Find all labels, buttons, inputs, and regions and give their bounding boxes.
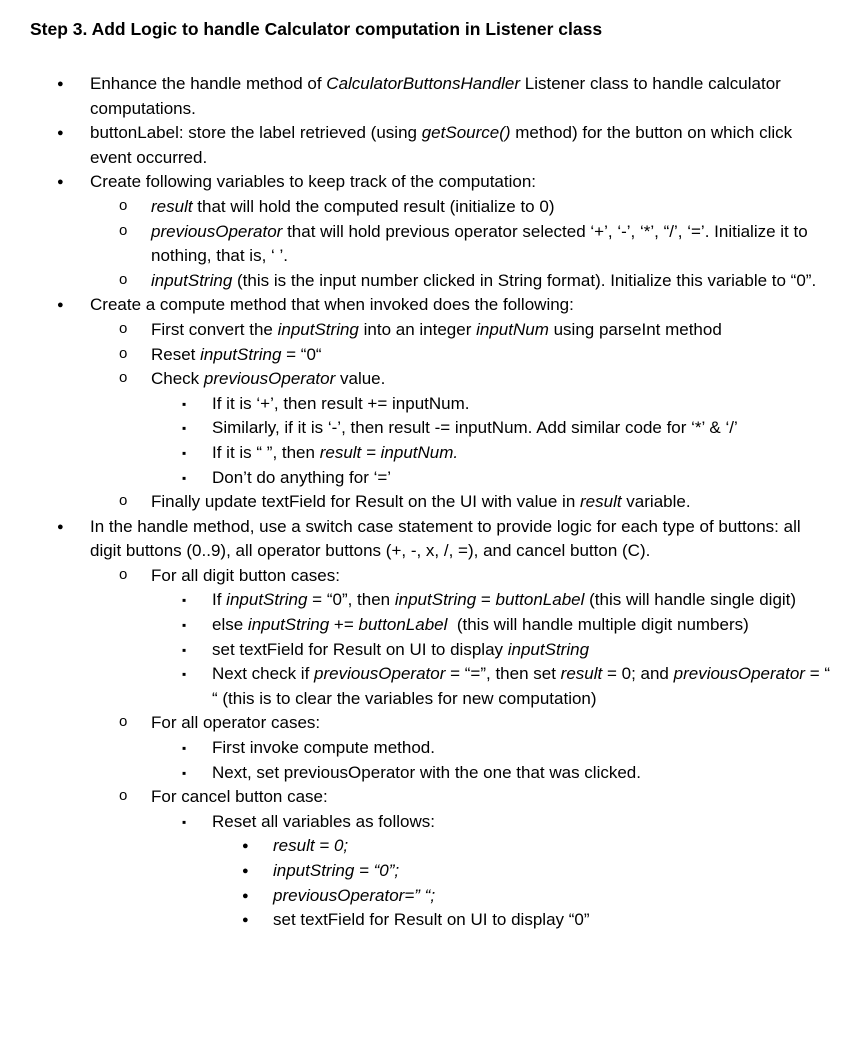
code: result = inputNum. [319, 442, 459, 462]
bullet-enhance-handle [30, 72, 830, 121]
text: Create following variables to keep track of the computation: [90, 172, 537, 192]
text: using parseInt method [548, 319, 722, 339]
text: = 0; and [602, 664, 674, 684]
cancel-case-list [90, 810, 830, 933]
text: Listener class to handle calculator computations. [90, 74, 781, 118]
reset-textfield: ● set textField for Result on UI to display “0” [90, 908, 830, 933]
text: = “0“ [281, 344, 322, 364]
sub-convert [90, 318, 830, 343]
bullet-switch-case [30, 515, 830, 933]
text: (this will handle multiple digit numbers) [447, 615, 749, 635]
check-empty [90, 441, 830, 466]
var-name: buttonLabel [358, 615, 448, 635]
sub-reset [90, 343, 830, 368]
reset-variables-list [90, 834, 830, 932]
text: value. [335, 369, 386, 389]
text: that will hold the computed result (initialize to 0) [192, 196, 555, 216]
bullet-compute-method [30, 293, 830, 514]
switch-cases-list [90, 564, 830, 933]
var-name: inputString [394, 590, 477, 610]
bullet-button-label [30, 121, 830, 170]
text: Create a compute method that when invoked does the following: [90, 295, 574, 315]
sub-update-textfield [90, 490, 830, 515]
text: Next check if [212, 664, 315, 684]
var-name: inputString [151, 270, 233, 290]
text: (this is the input number clicked in String format). Initialize this variable to “0”. [232, 270, 817, 290]
var-name: previousOperator [203, 369, 336, 389]
text: else [212, 615, 248, 635]
var-name: previousOperator [673, 664, 805, 684]
sub-input-string [90, 269, 830, 294]
operator-set-previous: ▪ Next, set previousOperator with the one that was clicked. [90, 761, 830, 786]
bullet-create-variables [30, 170, 830, 293]
digit-single [90, 588, 830, 613]
text: (this will handle single digit) [584, 590, 797, 610]
digit-multiple [90, 613, 830, 638]
var-name: previousOperator [151, 221, 283, 241]
compute-steps-list [90, 318, 830, 515]
variables-list [90, 195, 830, 293]
text: Reset all variables as follows: [212, 811, 435, 831]
var-name: result [151, 196, 193, 216]
text: set textField for Result on UI to display [212, 639, 508, 659]
sub-operator-cases [90, 711, 830, 785]
step-heading: Step 3. Add Logic to handle Calculator computation in Listener class [30, 19, 603, 39]
var-name: inputString [226, 590, 308, 610]
sub-cancel-case [90, 785, 830, 933]
text: into an integer [358, 319, 477, 339]
text: += [329, 615, 359, 635]
code: result = 0; [273, 836, 349, 856]
var-name: result [580, 492, 622, 512]
cancel-reset [90, 810, 830, 933]
text: For all digit button cases: [151, 565, 340, 585]
reset-input-string [90, 859, 830, 884]
var-name: previousOperator [314, 664, 446, 684]
text: variable. [621, 492, 691, 512]
text: that will hold previous operator selected ‘+’, ‘-’, ‘*’, “/’, ‘=’. Initialize it to nothing, that is, ‘ ’. [151, 221, 808, 266]
main-list [30, 72, 830, 933]
var-name: inputString [247, 615, 330, 635]
var-name: inputString [277, 319, 359, 339]
check-plus: ▪ If it is ‘+’, then result += inputNum. [90, 392, 830, 417]
digit-cases-list [90, 588, 830, 711]
method-name: getSource() [421, 123, 511, 143]
operator-compute: ▪ First invoke compute method. [90, 736, 830, 761]
var-name: result [560, 664, 603, 684]
class-name: CalculatorButtonsHandler [326, 74, 521, 93]
text: Reset [151, 344, 201, 364]
text: = “0”, then [307, 590, 395, 610]
text: = “=”, then set [445, 664, 561, 684]
var-name: buttonLabel [495, 590, 585, 610]
text: Finally update textField for Result on the UI with value in [151, 492, 580, 512]
code: inputString = “0”; [273, 861, 400, 880]
digit-display [90, 638, 830, 663]
check-minus: ▪ Similarly, if it is ‘-’, then result -= inputNum. Add similar code for ‘*’ & ‘/’ [90, 416, 830, 441]
sub-check-operator [90, 367, 830, 490]
operator-cases-list [90, 736, 830, 785]
text: = [476, 590, 496, 610]
reset-result [90, 834, 830, 859]
sub-digit-cases [90, 564, 830, 712]
reset-previous-operator [90, 884, 830, 909]
text: First convert the [151, 319, 278, 339]
check-equals: ▪ Don’t do anything for ‘=’ [90, 466, 830, 491]
text: In the handle method, use a switch case statement to provide logic for each type of buttons: all digit buttons (0..9), all operator buttons (+, -, x, /, =), and cancel button (C). [90, 516, 801, 561]
text: Check [151, 369, 204, 389]
text: For all operator cases: [151, 713, 321, 733]
sub-previous-operator [90, 220, 830, 269]
var-name: inputString [200, 344, 282, 364]
operator-checks-list [90, 392, 830, 490]
digit-check-equals [90, 662, 830, 711]
text: For cancel button case: [151, 787, 328, 807]
code: previousOperator=” “; [273, 885, 436, 905]
var-name: inputNum [476, 319, 549, 339]
text: method) for the button on which click event occurred. [90, 123, 793, 167]
text: = “ “ (this is to clear the variables for new computation) [212, 664, 831, 708]
text: If [212, 590, 227, 610]
var-name: inputString [507, 639, 590, 659]
sub-result [90, 195, 830, 220]
text: buttonLabel: store the label retrieved (using [90, 123, 422, 143]
text: If it is “ ”, then [212, 442, 320, 462]
text: Enhance the handle method of [90, 74, 327, 93]
